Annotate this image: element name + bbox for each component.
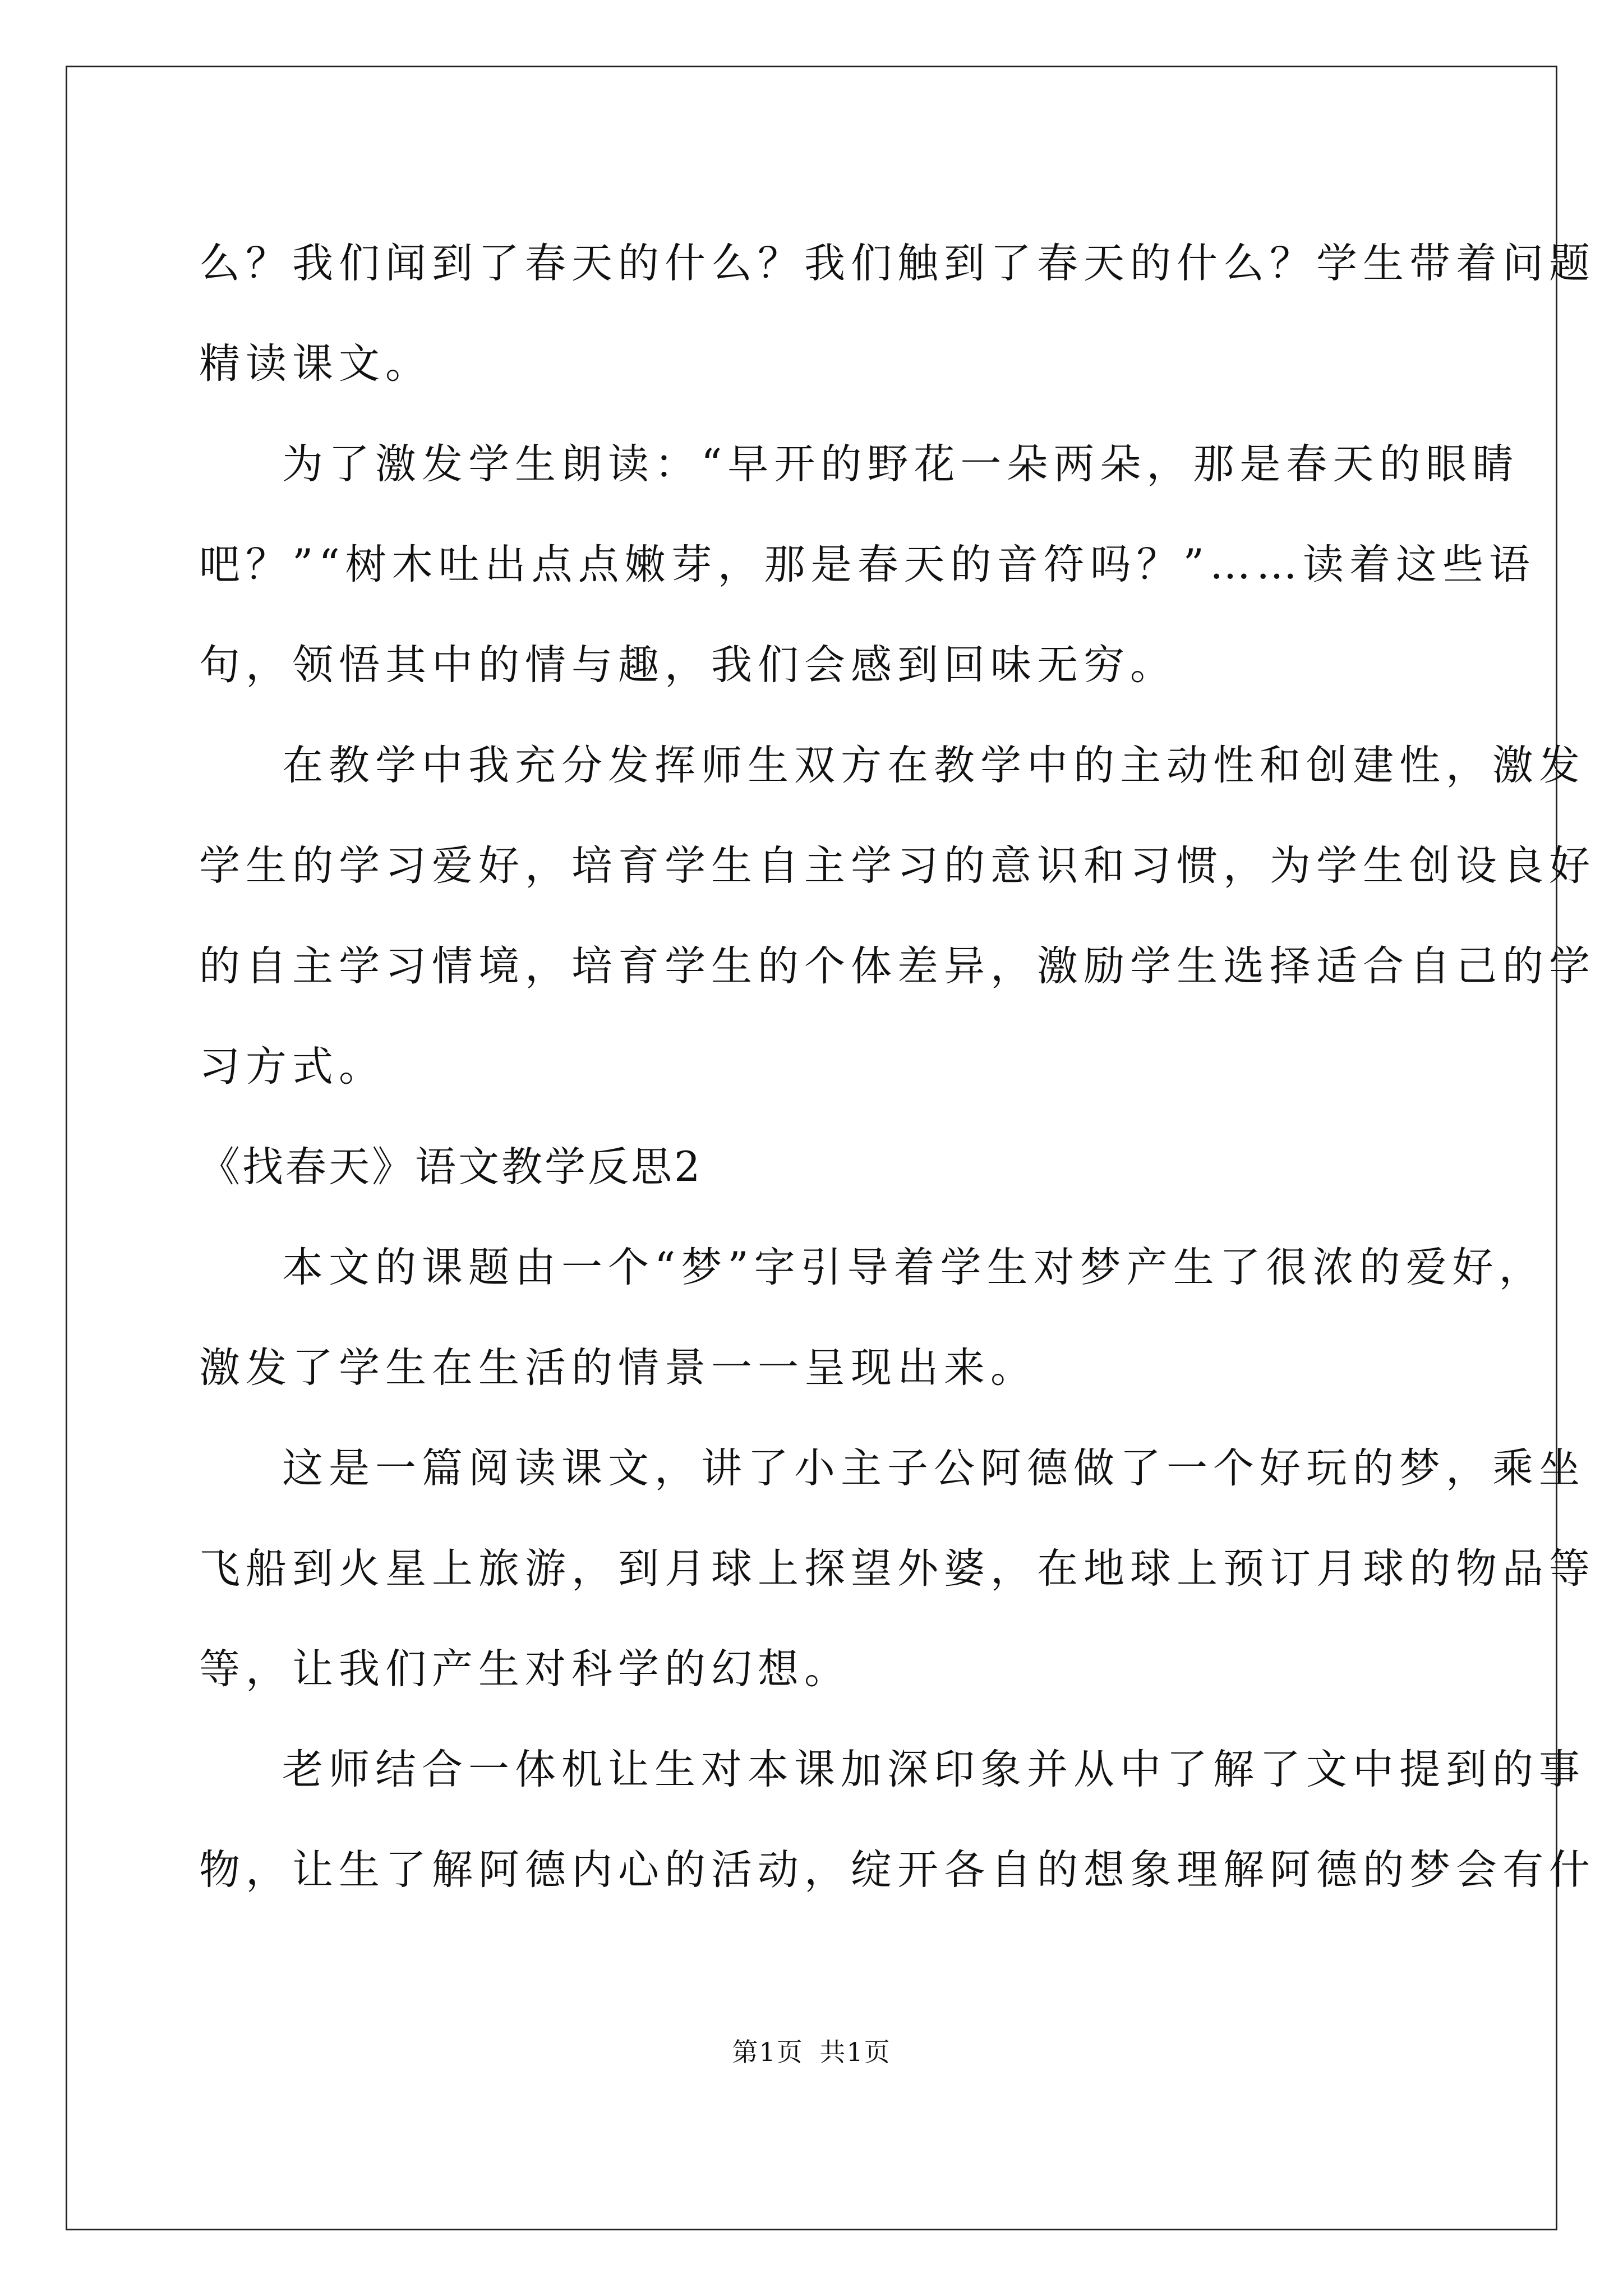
paragraph-start-line: 为了激发学生朗读：“早开的野花一朵两朵，那是春天的眼睛 bbox=[282, 440, 1519, 488]
text-line: 飞船到火星上旅游，到月球上探望外婆，在地球上预订月球的物品等 bbox=[199, 1545, 1596, 1593]
text-line: 的自主学习情境，培育学生的个体差异，激励学生选择适合自己的学 bbox=[199, 942, 1596, 990]
text-line: 激发了学生在生活的情景一一呈现出来。 bbox=[199, 1344, 1037, 1392]
paragraph-start-line: 这是一篇阅读课文，讲了小主子公阿德做了一个好玩的梦，乘坐 bbox=[282, 1444, 1585, 1492]
text-line: 么？我们闻到了春天的什么？我们触到了春天的什么？学生带着问题 bbox=[199, 240, 1596, 287]
text-line: 习方式。 bbox=[199, 1043, 385, 1091]
text-line: 句，领悟其中的情与趣，我们会感到回味无穷。 bbox=[199, 641, 1177, 689]
text-line: 精读课文。 bbox=[199, 340, 432, 388]
text-line: 等，让我们产生对科学的幻想。 bbox=[199, 1645, 851, 1693]
text-line: 学生的学习爱好，培育学生自主学习的意识和习惯，为学生创设良好 bbox=[199, 842, 1596, 890]
page-number: 第1页 bbox=[732, 2037, 804, 2067]
paragraph-start-line: 在教学中我充分发挥师生双方在教学中的主动性和创建性，激发 bbox=[282, 742, 1585, 789]
page-total: 共1页 bbox=[819, 2037, 891, 2067]
text-line: 物，让生了解阿德内心的活动，绽开各自的想象理解阿德的梦会有什 bbox=[199, 1846, 1596, 1894]
text-line: 吧？”“树木吐出点点嫩芽，那是春天的音符吗？”……读着这些语 bbox=[199, 541, 1536, 588]
page-footer bbox=[0, 2032, 1623, 2069]
paragraph-start-line: 老师结合一体机让生对本课加深印象并从中了解了文中提到的事 bbox=[282, 1746, 1585, 1793]
section-heading: 《找春天》语文教学反思2 bbox=[199, 1143, 703, 1191]
document-body bbox=[199, 213, 1596, 1920]
paragraph-start-line: 本文的课题由一个“梦”字引导着学生对梦产生了很浓的爱好， bbox=[282, 1244, 1546, 1291]
